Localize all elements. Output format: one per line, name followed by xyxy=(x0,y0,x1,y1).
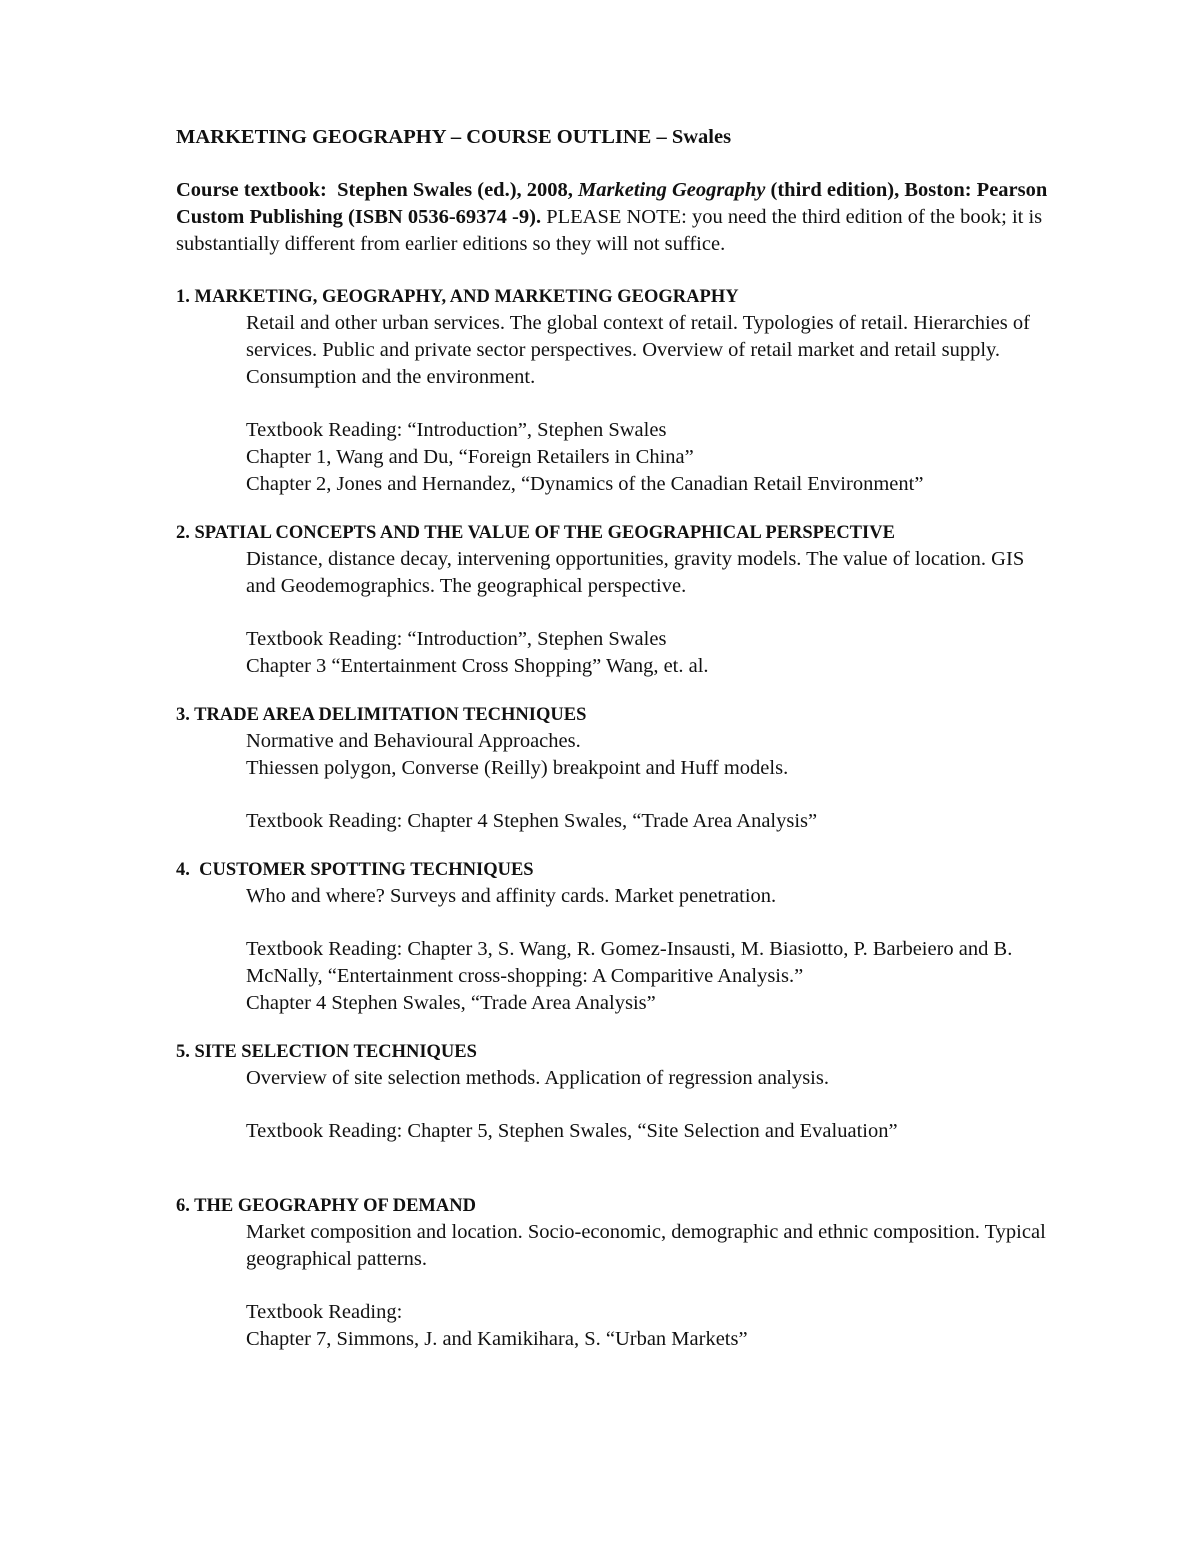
section-description: Overview of site selection methods. Application of regression analysis. xyxy=(246,1067,829,1089)
reading-list xyxy=(246,626,1056,680)
course-textbook-paragraph xyxy=(176,177,1056,258)
section-heading: 3. TRADE AREA DELIMITATION TECHNIQUES xyxy=(176,705,587,725)
section-description: Who and where? Surveys and affinity cards. Market penetration. xyxy=(246,885,777,907)
reading-item: Textbook Reading: Chapter 5, Stephen Swales, “Site Selection and Evaluation” xyxy=(246,1120,898,1142)
section-5 xyxy=(176,1039,1056,1145)
section-body xyxy=(176,1219,1056,1353)
reading-list xyxy=(246,808,1056,835)
textbook-author-year: Stephen Swales (ed.), 2008, xyxy=(337,179,573,201)
textbook-note: PLEASE NOTE: you need the third edition of the book; it is substantially different from earlier editions so they will not suffice. xyxy=(176,206,1043,255)
reading-item: Textbook Reading: Chapter 4 Stephen Swales, “Trade Area Analysis” xyxy=(246,810,818,832)
textbook-label: Course textbook: xyxy=(176,179,327,201)
reading-item: Textbook Reading: Chapter 3, S. Wang, R. Gomez-Insausti, M. Biasiotto, P. Barbeiero and B. McNally, “Entertainment cross-shopping: A Comparitive Analysis.” xyxy=(246,938,1013,987)
section-1 xyxy=(176,284,1056,498)
document-title: MARKETING GEOGRAPHY – COURSE OUTLINE – Swales xyxy=(176,126,732,148)
section-heading: 5. SITE SELECTION TECHNIQUES xyxy=(176,1042,477,1062)
section-body xyxy=(176,728,1056,835)
section-description: Market composition and location. Socio-economic, demographic and ethnic composition. Typical geographical patterns. xyxy=(246,1221,1046,1270)
section-6 xyxy=(176,1193,1056,1353)
section-body xyxy=(176,546,1056,680)
section-3 xyxy=(176,702,1056,835)
reading-item: Textbook Reading: “Introduction”, Stephen Swales xyxy=(246,628,667,650)
reading-list xyxy=(246,936,1056,1017)
reading-item: Chapter 7, Simmons, J. and Kamikihara, S. “Urban Markets” xyxy=(246,1328,748,1350)
reading-item: Chapter 2, Jones and Hernandez, “Dynamics of the Canadian Retail Environment” xyxy=(246,473,924,495)
section-description-line: Normative and Behavioural Approaches. xyxy=(246,730,581,752)
reading-list xyxy=(246,1299,1056,1353)
section-4 xyxy=(176,857,1056,1017)
section-description: Retail and other urban services. The global context of retail. Typologies of retail. Hierarchies of services. Public and private sector perspectives. Overview of retail market and retail supply. Consumption and the environment. xyxy=(246,312,1030,388)
reading-item: Chapter 3 “Entertainment Cross Shopping” Wang, et. al. xyxy=(246,655,709,677)
reading-list xyxy=(246,417,1056,498)
section-body xyxy=(176,310,1056,498)
section-heading: 2. SPATIAL CONCEPTS AND THE VALUE OF THE GEOGRAPHICAL PERSPECTIVE xyxy=(176,523,895,543)
section-heading: 4. CUSTOMER SPOTTING TECHNIQUES xyxy=(176,860,534,880)
section-description-line: Thiessen polygon, Converse (Reilly) breakpoint and Huff models. xyxy=(246,757,789,779)
section-heading: 1. MARKETING, GEOGRAPHY, AND MARKETING GEOGRAPHY xyxy=(176,287,739,307)
section-body xyxy=(176,1065,1056,1145)
reading-item: Textbook Reading: xyxy=(246,1301,403,1323)
section-heading: 6. THE GEOGRAPHY OF DEMAND xyxy=(176,1196,476,1216)
textbook-edition-publisher: (third edition), Boston: Pearson Custom Publishing (ISBN 0536-69374 -9). xyxy=(176,179,1048,228)
reading-item: Textbook Reading: “Introduction”, Stephen Swales xyxy=(246,419,667,441)
reading-item: Chapter 1, Wang and Du, “Foreign Retailers in China” xyxy=(246,446,694,468)
reading-list xyxy=(246,1118,1056,1145)
section-description: Distance, distance decay, intervening opportunities, gravity models. The value of location. GIS and Geodemographics. The geographical perspective. xyxy=(246,548,1025,597)
reading-item: Chapter 4 Stephen Swales, “Trade Area Analysis” xyxy=(246,992,656,1014)
section-body xyxy=(176,883,1056,1017)
section-2 xyxy=(176,520,1056,680)
course-outline-page xyxy=(176,124,1056,1375)
textbook-title: Marketing Geography xyxy=(578,179,766,201)
